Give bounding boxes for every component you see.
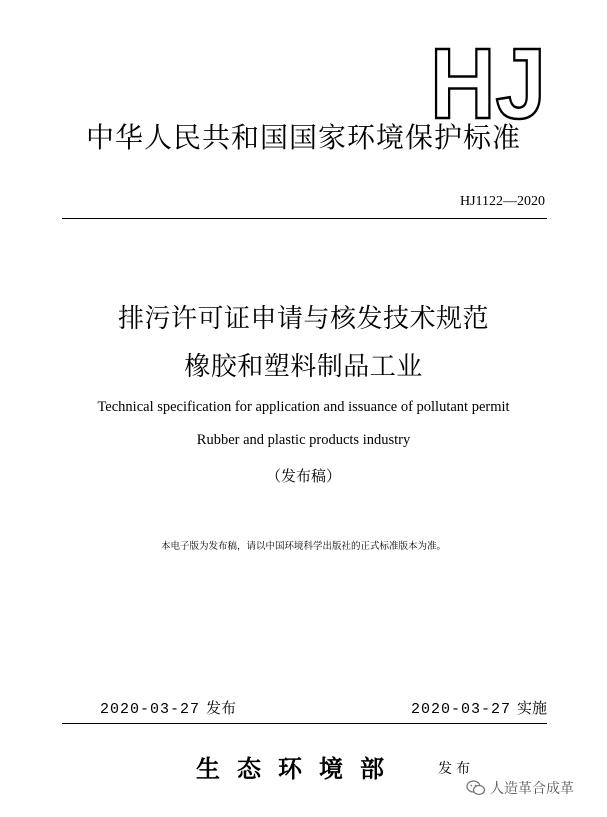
electronic-version-note: 本电子版为发布稿，请以中国环境科学出版社的正式标准版本为准。 [160, 541, 446, 552]
title-cn-line1: 排污许可证申请与核发技术规范 [117, 304, 489, 334]
title-cn-line2: 橡胶和塑料制品工业 [184, 352, 423, 382]
standard-number: HJ1122—2020 [459, 194, 545, 209]
effective-label: 实施 [517, 699, 548, 717]
release-date-block [100, 697, 236, 718]
title-en-line1: Technical specification for application and issuance of pollutant permit [97, 399, 510, 415]
header-divider [62, 218, 547, 219]
title-en-line2: Rubber and plastic products industry [196, 432, 411, 448]
watermark-text: 人造革合成革 [490, 781, 574, 797]
hj-logo [430, 40, 550, 122]
release-date: 2020-03-27 [100, 701, 201, 718]
org-title: 中华人民共和国国家环境保护标准 [85, 121, 521, 154]
release-label: 发布 [206, 699, 237, 717]
hj-logo-text: HJ [430, 40, 546, 122]
publisher-label: 发布 [438, 761, 474, 777]
ministry-name: 生态环境部 [196, 755, 401, 783]
effective-date: 2020-03-27 [411, 701, 512, 718]
footer-divider [62, 723, 547, 724]
wechat-icon [466, 780, 486, 796]
effective-date-block [411, 697, 547, 718]
watermark [466, 778, 574, 798]
draft-label: （发布稿） [265, 467, 341, 485]
